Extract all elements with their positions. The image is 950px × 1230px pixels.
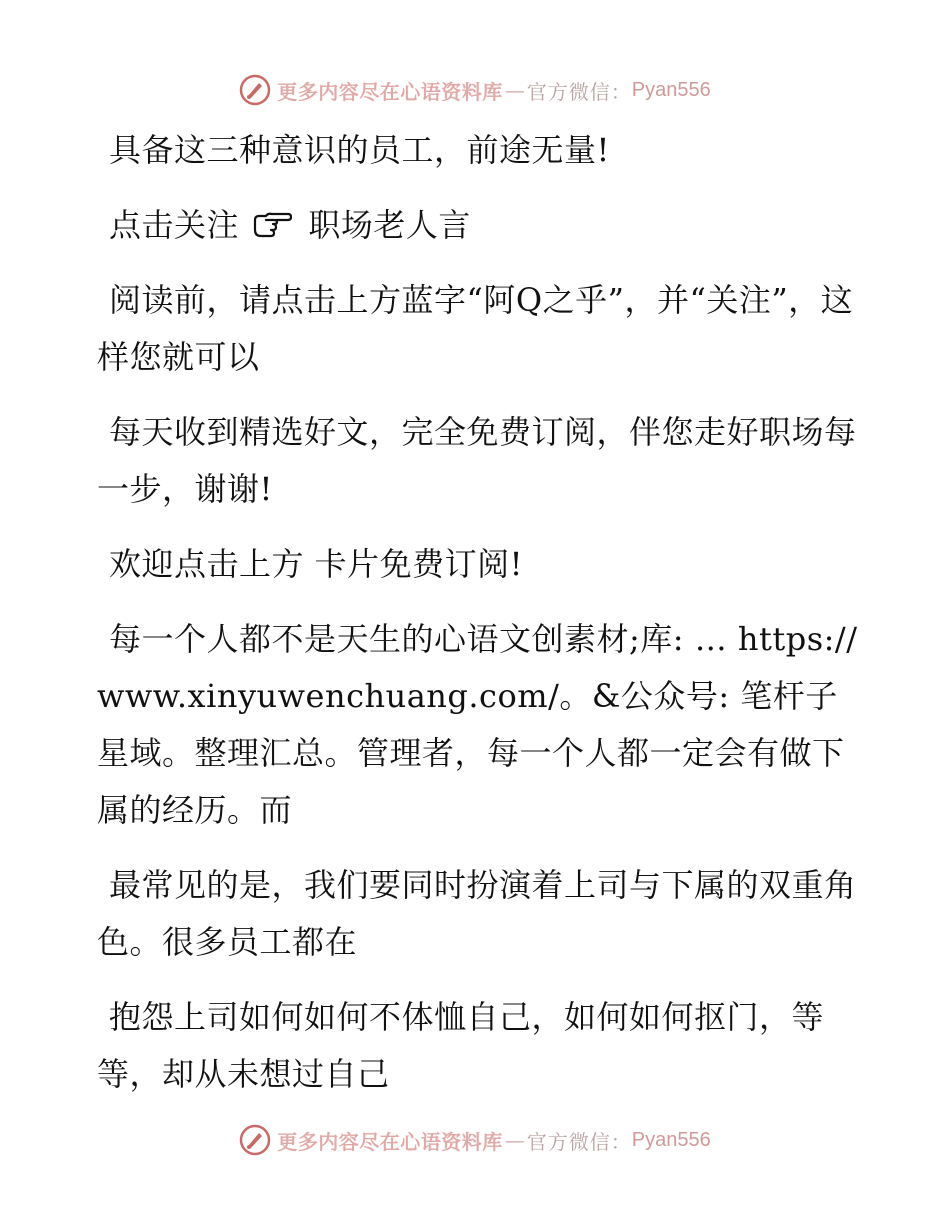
pointing-hand-icon [252,210,292,240]
watermark-brand: 更多内容尽在心语资料库 [277,1129,503,1154]
follow-line [97,197,867,254]
footer-watermark [0,1120,950,1160]
intro-paragraph-2: 每天收到精选好文，完全免费订阅，伴您走好职场每一步，谢谢! [97,413,857,508]
article-body [97,122,867,1121]
watermark-logo-icon [239,74,271,106]
watermark-official-label: 官方微信： [526,1129,632,1154]
watermark-dash: — [504,78,525,102]
follow-account: 职场老人言 [308,206,471,244]
watermark-brand: 更多内容尽在心语资料库 [277,79,503,104]
body-paragraph-3: 抱怨上司如何如何不体恤自己，如何如何抠门，等等，却从未想过自己 [97,998,825,1093]
body-paragraph-1: 每一个人都不是天生的心语文创素材;库: … https://www.xinyuwenchuang.com/。&公众号: 笔杆子星域。整理汇总。管理者，每一个人都一定会有做下属的经历。而 [97,620,858,829]
watermark-dash: — [504,1128,525,1152]
watermark-wechat-id: Pyan556 [631,78,711,101]
body-paragraph-2: 最常见的是，我们要同时扮演着上司与下属的双重角色。很多员工都在 [97,866,857,961]
watermark-official-label: 官方微信： [526,79,632,104]
header-watermark [0,70,950,110]
article-title: 具备这三种意识的员工，前途无量! [109,131,610,169]
intro-paragraph-3: 欢迎点击上方 卡片免费订阅! [109,545,524,583]
watermark-wechat-id: Pyan556 [631,1128,711,1151]
intro-paragraph-1: 阅读前，请点击上方蓝字“阿Q之乎”，并“关注”，这样您就可以 [97,281,854,376]
watermark-logo-icon [239,1124,271,1156]
follow-prefix: 点击关注 [109,206,240,244]
